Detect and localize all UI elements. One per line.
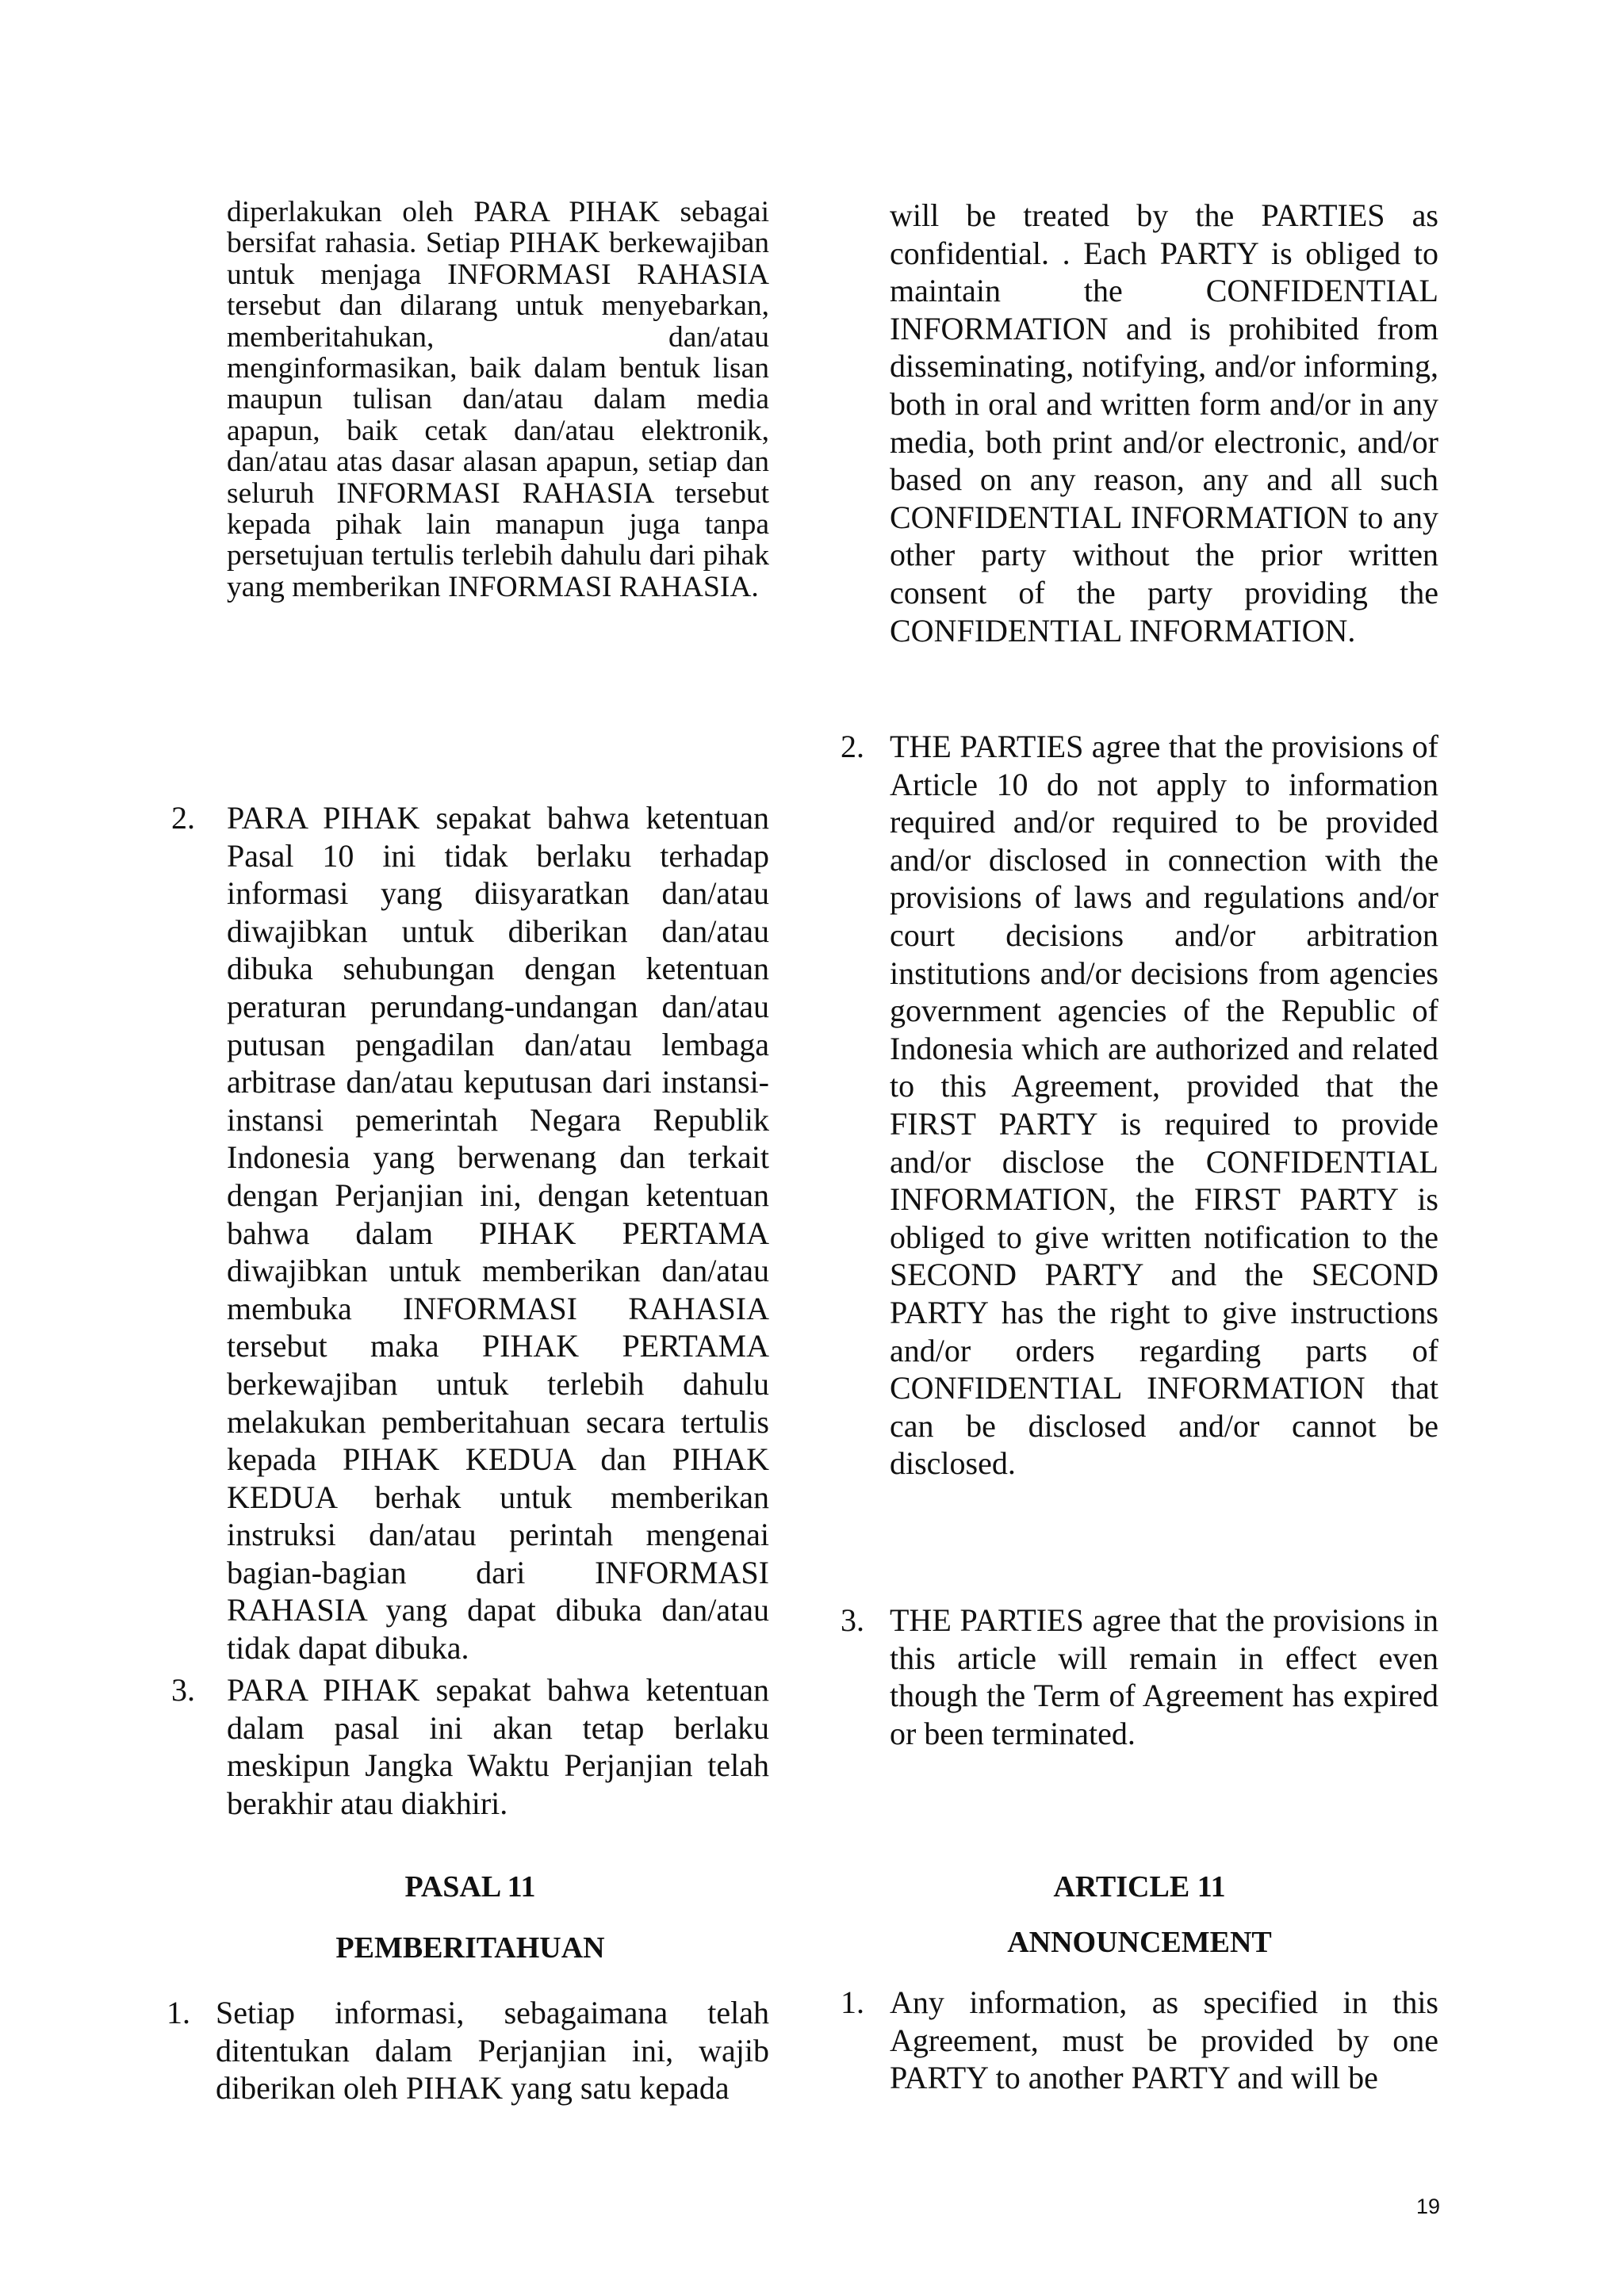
indonesian-intro-paragraph [227, 197, 769, 603]
english-article-title: ANNOUNCEMENT [1007, 1926, 1272, 1959]
english-article-11-item-1-number: 1. [841, 1984, 864, 2020]
english-item-3-text: THE PARTIES agree that the provisions in this article will remain in effect even though the Term of Agreement has expired or been terminated. [890, 1602, 1438, 1751]
indonesian-article-title: PEMBERITAHUAN [335, 1931, 605, 1965]
english-intro-paragraph [890, 197, 1438, 649]
english-article-heading: ARTICLE 11 [1053, 1870, 1226, 1904]
indonesian-article-11-item-1-number: 1. [167, 1995, 190, 2030]
english-item-2-number: 2. [841, 729, 864, 764]
indonesian-article-11-item-1-text: Setiap informasi, sebagaimana telah ditentukan dalam Perjanjian ini, wajib diberikan oleh PIHAK yang satu kepada [216, 1995, 769, 2107]
english-item-3 [841, 1601, 1438, 1752]
english-article-11-item-1 [841, 1984, 1438, 2097]
page-number: 19 [1415, 2195, 1440, 2218]
english-intro-text: will be treated by the PARTIES as confidential. . Each PARTY is obliged to maintain the CONFIDENTIAL INFORMATION and is prohibited from disseminating, notifying, and/or informing, both in oral and written form and/or in any media, both print and/or electronic, and/or based on any reason, any and all such CONFIDENTIAL INFORMATION to any other party without the prior written consent of the party providing the CONFIDENTIAL INFORMATION. [890, 197, 1438, 649]
english-item-2-text: THE PARTIES agree that the provisions of Article 10 do not apply to information required and/or required to be provided and/or disclosed in connection with the provisions of laws and regulations and/or court decisions and/or arbitration institutions and/or decisions from agencies government agencies of the Republic of Indonesia which are authorized and related to this Agreement, provided that the FIRST PARTY is required to provide and/or disclose the CONFIDENTIAL INFORMATION, the FIRST PARTY is obliged to give written notification to the SECOND PARTY and the SECOND PARTY has the right to give instructions and/or orders regarding parts of CONFIDENTIAL INFORMATION that can be disclosed and/or cannot be disclosed. [890, 729, 1438, 1482]
indonesian-intro-text: diperlakukan oleh PARA PIHAK sebagai bersifat rahasia. Setiap PIHAK berkewajiban untuk menjaga INFORMASI RAHASIA tersebut dan dilarang untuk menyebarkan, memberitahukan, dan/atau menginformasikan, baik dalam bentuk lisan maupun tulisan dan/atau dalam media apapun, baik cetak dan/atau elektronik, dan/atau atas dasar alasan apapun, setiap dan seluruh INFORMASI RAHASIA tersebut kepada pihak lain manapun juga tanpa persetujuan tertulis terlebih dahulu dari pihak yang memberikan INFORMASI RAHASIA. [227, 196, 769, 603]
indonesian-article-11-item-1 [167, 1994, 769, 2107]
indonesian-item-2-number: 2. [171, 800, 195, 836]
english-item-3-number: 3. [841, 1602, 864, 1638]
indonesian-item-3 [171, 1671, 769, 1822]
indonesian-item-2 [171, 799, 769, 1667]
indonesian-item-2-text: PARA PIHAK sepakat bahwa ketentuan Pasal 10 ini tidak berlaku terhadap informasi yang diisyaratkan dan/atau diwajibkan untuk diberikan dan/atau dibuka sehubungan dengan ketentuan peraturan perundang-undangan dan/atau putusan pengadilan dan/atau lembaga arbitrase dan/atau keputusan dari instansi-instansi pemerintah Negara Republik Indonesia yang berwenang dan terkait dengan Perjanjian ini, dengan ketentuan bahwa dalam PIHAK PERTAMA diwajibkan untuk memberikan dan/atau membuka INFORMASI RAHASIA tersebut maka PIHAK PERTAMA berkewajiban untuk terlebih dahulu melakukan pemberitahuan secara tertulis kepada PIHAK KEDUA dan PIHAK KEDUA berhak untuk memberikan instruksi dan/atau perintah mengenai bagian-bagian dari INFORMASI RAHASIA yang dapat dibuka dan/atau tidak dapat dibuka. [227, 800, 769, 1667]
english-item-2 [841, 728, 1438, 1483]
english-article-11-item-1-text: Any information, as specified in this Agreement, must be provided by one PARTY to another PARTY and will be [890, 1984, 1438, 2096]
indonesian-item-3-text: PARA PIHAK sepakat bahwa ketentuan dalam pasal ini akan tetap berlaku meskipun Jangka Waktu Perjanjian telah berakhir atau diakhiri. [227, 1672, 769, 1821]
indonesian-item-3-number: 3. [171, 1672, 195, 1708]
indonesian-article-heading: PASAL 11 [404, 1870, 536, 1904]
